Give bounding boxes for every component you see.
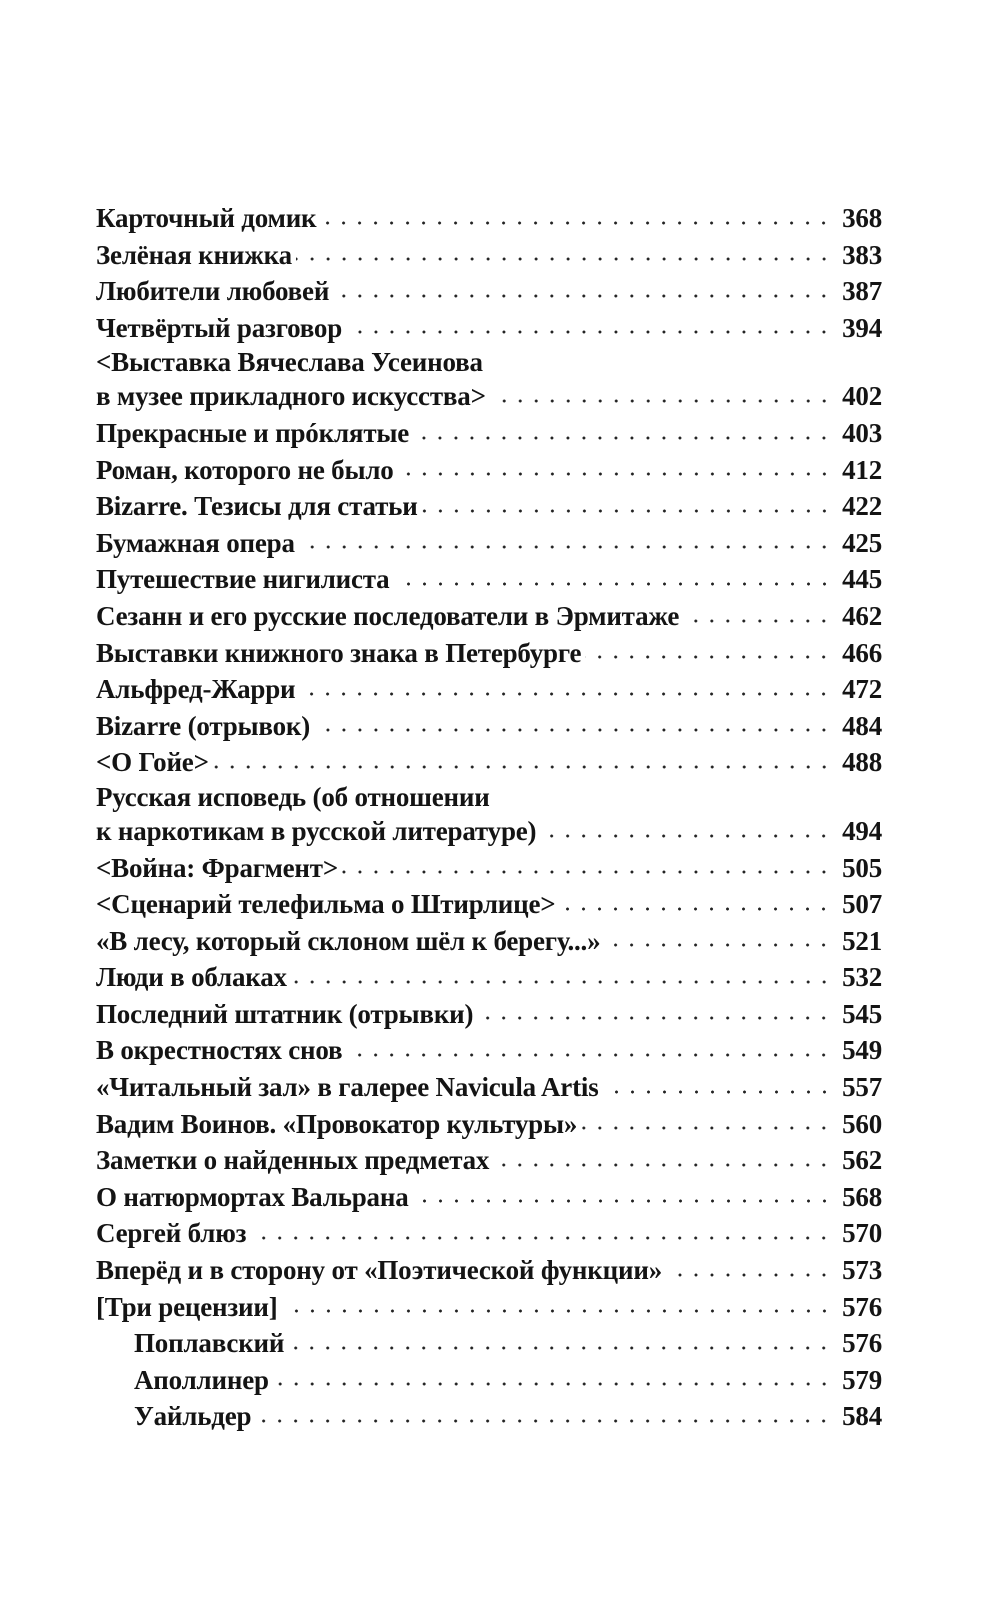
toc-entry-page-number: 560 (842, 1108, 882, 1139)
toc-entry-title: Люди в облаках (96, 962, 287, 993)
toc-entry (96, 671, 882, 708)
dot-leader (413, 1199, 833, 1203)
toc-entry-row (96, 923, 882, 960)
dot-leader (603, 1090, 833, 1094)
toc-entry-row (96, 598, 882, 635)
toc-entry-page-number: 532 (842, 962, 882, 993)
toc-entry-row (96, 1215, 882, 1252)
toc-entry-title: Последний штатник (отрывки) (96, 998, 474, 1029)
toc-entry-title: Bizarre. Тезисы для статьи (96, 491, 418, 522)
toc-entry-page-number: 484 (842, 710, 882, 741)
toc-entry-page-number: 472 (842, 674, 882, 705)
toc-entry (96, 781, 882, 850)
dot-leader (299, 692, 832, 696)
toc-entry-page-number: 505 (842, 852, 882, 883)
toc-entry (96, 923, 882, 960)
toc-entry (96, 488, 882, 525)
toc-entry (96, 1142, 882, 1179)
toc-entry-row (96, 488, 882, 525)
toc-subentry (96, 1398, 882, 1435)
toc-entry-page-number: 488 (842, 747, 882, 778)
toc-entry-title: в музее прикладного искусства> (96, 381, 486, 412)
toc-entry-row (96, 886, 882, 923)
toc-entry-page-number: 462 (842, 600, 882, 631)
dot-leader (493, 1163, 832, 1167)
toc-entry (96, 237, 882, 274)
toc-subentry (96, 1362, 882, 1399)
dot-leader (398, 472, 832, 476)
toc-entry (96, 200, 882, 237)
toc-entry-page-number: 422 (842, 491, 882, 522)
toc-entry-title: Выставки книжного знака в Петербурге (96, 637, 582, 668)
toc-entry-page-number: 383 (842, 239, 882, 270)
table-of-contents (96, 200, 882, 1435)
toc-entry-page-number: 562 (842, 1145, 882, 1176)
toc-entry-page-number: 576 (842, 1328, 882, 1359)
dot-leader (333, 294, 832, 298)
toc-entry-title: Заметки о найденных предметах (96, 1145, 490, 1176)
toc-entry-row (96, 1362, 882, 1399)
toc-entry-title: Поплавский (134, 1328, 285, 1359)
toc-entry-row (96, 671, 882, 708)
toc-entry (96, 1215, 882, 1252)
toc-entry-page-number: 573 (842, 1255, 882, 1286)
toc-entry (96, 708, 882, 745)
toc-entry-page-number: 584 (842, 1401, 882, 1432)
toc-entry (96, 415, 882, 452)
toc-entry-row (96, 415, 882, 452)
toc-entry-title: Вадим Воинов. «Провокатор культуры» (96, 1108, 578, 1139)
dot-leader (540, 834, 832, 838)
toc-entry-title: Бумажная опера (96, 527, 295, 558)
toc-entry (96, 561, 882, 598)
dot-leader (490, 399, 832, 403)
toc-entry-row (96, 1032, 882, 1069)
toc-entry-row (96, 452, 882, 489)
toc-entry-row (96, 1106, 882, 1143)
toc-entry (96, 1106, 882, 1143)
dot-leader (559, 907, 832, 911)
toc-entry (96, 1252, 882, 1289)
toc-entry-row (96, 378, 882, 415)
toc-entry-row (96, 708, 882, 745)
toc-entry-row (96, 1142, 882, 1179)
toc-entry-title: к наркотикам в русской литературе) (96, 815, 537, 846)
toc-entry-title: Четвёртый разговор (96, 312, 343, 343)
dot-leader (342, 870, 832, 874)
toc-entry-page-number: 570 (842, 1218, 882, 1249)
toc-entry (96, 850, 882, 887)
toc-entry-row (96, 310, 882, 347)
toc-entry-row (96, 237, 882, 274)
dot-leader (273, 1382, 832, 1386)
toc-entry-page-number: 394 (842, 312, 882, 343)
toc-entry-row (96, 850, 882, 887)
toc-entry-title: Роман, которого не было (96, 454, 394, 485)
toc-entry (96, 598, 882, 635)
toc-entry-title: Вперёд и в сторону от «Поэтической функции» (96, 1255, 663, 1286)
toc-entry-title-first-line: Русская исповедь (об отношении (96, 781, 490, 812)
toc-entry-page-number: 507 (842, 889, 882, 920)
toc-entry-row (96, 561, 882, 598)
toc-entry (96, 525, 882, 562)
toc-entry (96, 273, 882, 310)
toc-entry-title: Сезанн и его русские последователи в Эрмитаже (96, 600, 680, 631)
toc-entry-title: Bizarre (отрывок) (96, 710, 311, 741)
toc-entry-title: «В лесу, который склоном шёл к берегу...» (96, 925, 601, 956)
toc-entry-page-number: 445 (842, 564, 882, 595)
toc-entry-title: В окрестностях снов (96, 1035, 343, 1066)
toc-entry-row (96, 1398, 882, 1435)
toc-entry-page-number: 521 (842, 925, 882, 956)
dot-leader (282, 1309, 832, 1313)
toc-entry (96, 452, 882, 489)
dot-leader (413, 436, 832, 440)
toc-entry-row (96, 996, 882, 1033)
toc-entry-title: Аполлинер (134, 1364, 269, 1395)
toc-entry-row (96, 1289, 882, 1326)
dot-leader (477, 1016, 832, 1020)
dot-leader (666, 1273, 832, 1277)
toc-entry-page-number: 387 (842, 276, 882, 307)
toc-entry-page-number: 568 (842, 1181, 882, 1212)
toc-entry (96, 1032, 882, 1069)
toc-entry-title: Уайльдер (134, 1401, 252, 1432)
dot-leader (422, 509, 832, 513)
dot-leader (299, 545, 832, 549)
dot-leader (346, 1053, 832, 1057)
dot-leader (394, 582, 833, 586)
toc-entry-page-number: 403 (842, 417, 882, 448)
dot-leader (581, 1126, 832, 1130)
toc-entry-page-number: 412 (842, 454, 882, 485)
toc-entry-title-first-line: <Выставка Вячеслава Усеинова (96, 347, 483, 378)
dot-leader (255, 1419, 832, 1423)
toc-entry-row (96, 744, 882, 781)
dot-leader (683, 619, 832, 623)
toc-entry-page-number: 466 (842, 637, 882, 668)
toc-entry-row (96, 959, 882, 996)
toc-entry-title: Любители любовей (96, 276, 330, 307)
toc-entry-page-number: 549 (842, 1035, 882, 1066)
dot-leader (250, 1236, 832, 1240)
toc-entry-title: Карточный домик (96, 203, 317, 233)
dot-leader (314, 728, 832, 732)
toc-entry-row (96, 1179, 882, 1216)
toc-entry-row (96, 1325, 882, 1362)
toc-entry (96, 346, 882, 415)
toc-entry (96, 886, 882, 923)
toc-entry-title: О натюрмортах Вальрана (96, 1181, 409, 1212)
toc-entry-row (96, 1069, 882, 1106)
toc-entry-title: Путешествие нигилиста (96, 564, 390, 595)
toc-entry-row (96, 635, 882, 672)
toc-entry-row (96, 1252, 882, 1289)
toc-entry (96, 635, 882, 672)
dot-leader (296, 257, 832, 261)
toc-entry (96, 310, 882, 347)
dot-leader (346, 330, 832, 334)
toc-entry-title: <Война: Фрагмент> (96, 852, 339, 883)
toc-entry-page-number: 402 (842, 381, 882, 412)
toc-entry-page-number: 368 (842, 203, 882, 233)
toc-entry (96, 959, 882, 996)
toc-entry-page-number: 425 (842, 527, 882, 558)
toc-entry-title: «Читальный зал» в галерее Navicula Artis (96, 1072, 599, 1103)
toc-entry-title: <О Гойе> (96, 747, 209, 778)
dot-leader (585, 655, 832, 659)
dot-leader (213, 765, 832, 769)
dot-leader (288, 1346, 832, 1350)
toc-entry (96, 996, 882, 1033)
toc-entry-row (96, 273, 882, 310)
toc-entry (96, 1289, 882, 1326)
dot-leader (604, 943, 832, 947)
toc-entry-title: Прекрасные и прóклятые (96, 417, 410, 448)
toc-entry-title: Сергей блюз (96, 1218, 247, 1249)
toc-entry-page-number: 579 (842, 1364, 882, 1395)
toc-entry-page-number: 545 (842, 998, 882, 1029)
toc-entry-row (96, 525, 882, 562)
toc-entry-title: <Сценарий телефильма о Штирлице> (96, 889, 556, 920)
toc-entry-row (96, 813, 882, 850)
toc-entry-page-number: 494 (842, 815, 882, 846)
toc-entry-page-number: 557 (842, 1072, 882, 1103)
toc-entry (96, 1069, 882, 1106)
dot-leader (291, 980, 832, 984)
toc-entry-title: Альфред-Жарри (96, 674, 296, 705)
toc-entry (96, 744, 882, 781)
toc-entry-row (96, 200, 882, 237)
toc-entry-title: Зелёная книжка (96, 239, 292, 270)
toc-entry-page-number: 576 (842, 1291, 882, 1322)
toc-subentry (96, 1325, 882, 1362)
toc-entry (96, 1179, 882, 1216)
dot-leader (320, 221, 832, 225)
toc-entry-title: [Три рецензии] (96, 1291, 278, 1322)
